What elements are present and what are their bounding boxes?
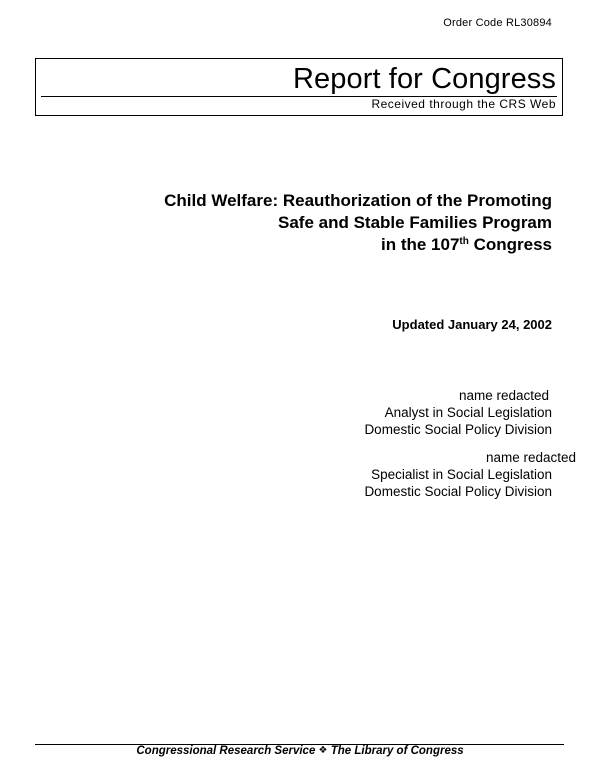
report-title	[164, 190, 552, 256]
ordinal-suffix: th	[459, 236, 469, 247]
author-block	[364, 387, 552, 438]
report-title-line-3-prefix: in the 107	[380, 235, 460, 254]
footer	[0, 745, 600, 757]
footer-crs: Congressional Research Service	[136, 745, 316, 757]
received-through-subtitle: Received through the CRS Web	[371, 97, 556, 111]
report-header-box	[35, 58, 563, 116]
diamond-separator-icon: ❖	[318, 745, 328, 756]
author-division: Domestic Social Policy Division	[364, 422, 552, 437]
footer-library-of-congress: The Library of Congress	[330, 745, 464, 757]
author-name: name redacted	[485, 450, 576, 465]
report-title-line-3	[164, 234, 552, 256]
report-title-line-1: Child Welfare: Reauthorization of the Promoting	[164, 191, 552, 210]
author-block	[364, 449, 576, 500]
author-title: Analyst in Social Legislation	[384, 405, 552, 420]
report-title-line-2: Safe and Stable Families Program	[278, 213, 552, 232]
author-title: Specialist in Social Legislation	[371, 467, 552, 482]
updated-date: Updated January 24, 2002	[392, 317, 552, 332]
report-title-line-3-suffix: Congress	[468, 235, 552, 254]
report-for-congress-title: Report for Congress	[292, 63, 556, 95]
order-code: Order Code RL30894	[443, 17, 552, 29]
author-division: Domestic Social Policy Division	[364, 484, 552, 499]
author-name: name redacted	[458, 388, 549, 403]
